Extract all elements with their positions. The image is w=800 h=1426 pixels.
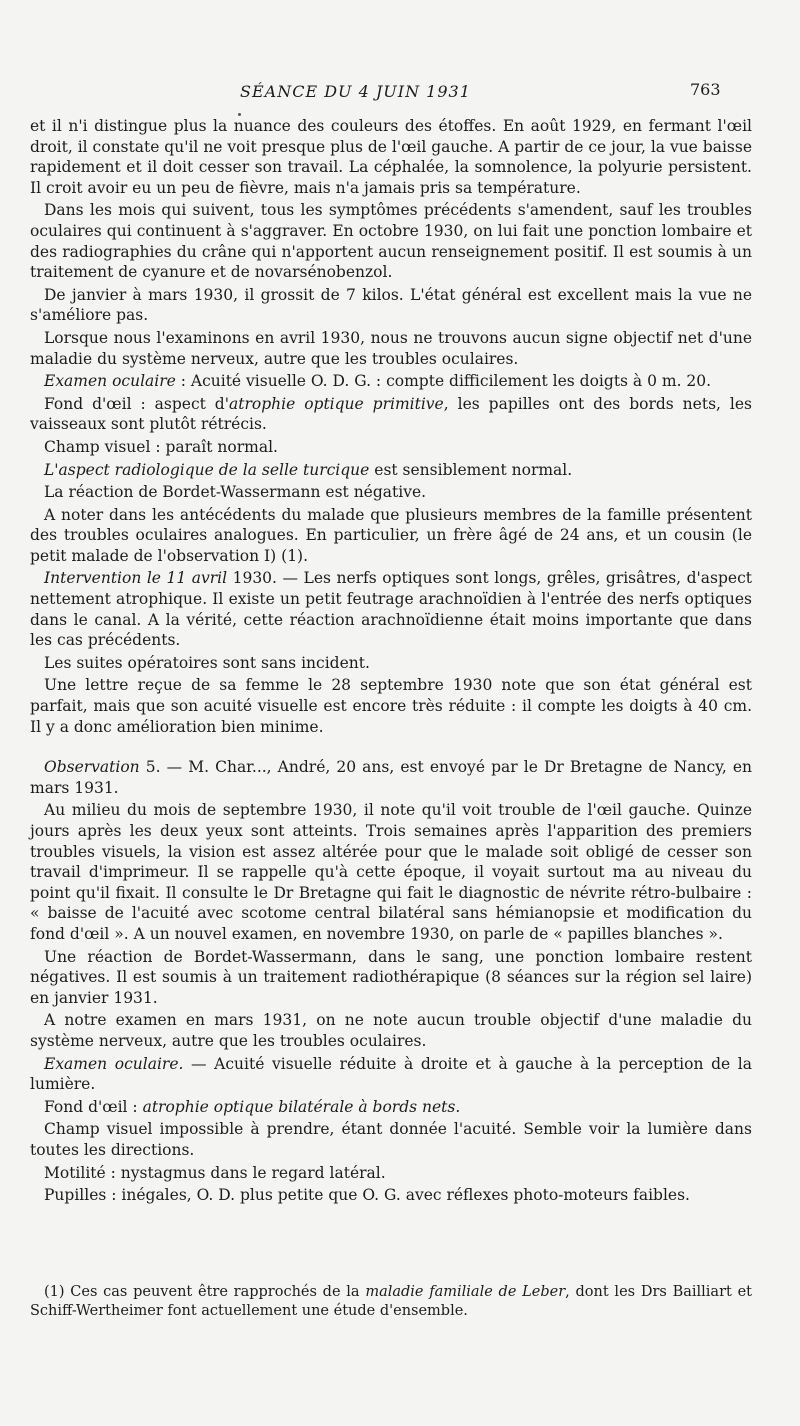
fond-oeil-diagnosis: atrophie optique primitive [229,394,444,413]
pupilles-paragraph: Pupilles : inégales, O. D. plus petite que O. G. avec réflexes photo-moteurs faibles. [44,1186,690,1205]
fond-oeil-post: , les papilles ont des bords nets, les vaisseaux sont plutôt rétrécis. [30,394,752,434]
running-head: SÉANCE DU 4 JUIN 1931 [240,82,471,101]
paragraph: Dans les mois qui suivent, tous les symptômes précédents s'amendent, sauf les troubles oculaires qui continuent à s'aggraver. En octobre 1930, on lui fait une ponction lombaire et des radiographies du crâne qui n'apportent aucun renseignement positif. Il est soumis à un traitement de cyanure et de novarsénobenzol. [30,201,752,282]
paragraph: Au milieu du mois de septembre 1930, il note qu'il voit trouble de l'œil gauche. Quinze jours après les deux yeux sont atteints. Trois semaines après l'apparition des premiers troubles visuels, la vision est assez altérée pour que le malade soit obligé de cesser son travail d'imprimeur. Il se rappelle qu'à cette époque, il voyait surtout ma au niveau du point qu'il fixait. Il consulte le Dr Bretagne qui fait le diagnostic de névrite rétro-bulbaire : « baisse de l'acuité avec scotome central bilatéral sans hémianopsie et modification du fond d'œil ». A un nouvel examen, en novembre 1930, on parle de « papilles blanches ». [30,801,752,943]
lettre-paragraph: Une lettre reçue de sa femme le 28 septembre 1930 note que son état général est parfait, mais que son acuité visuelle est encore très réduite : il compte les doigts à 40 cm. Il y a donc amélioration bien minime. [30,676,752,736]
footnote-disease: maladie familiale de Leber [365,1284,566,1300]
intervention-label: Intervention le 11 avril [44,569,228,588]
exam-oculaire-label: Examen oculaire [44,372,176,391]
paragraph: Lorsque nous l'examinons en avril 1930, nous ne trouvons aucun signe objectif net d'une maladie du système nerveux, autre que les troubles oculaires. [30,328,752,368]
fond-oeil-paragraph [30,1097,752,1118]
intervention-text: 1930. — Les nerfs optiques sont longs, grêles, grisâtres, d'aspect nettement atrophique. Il existe un petit feutrage arachnoïdien à l'entrée des nerfs optiques dans le canal. A la vérité, cette réaction arachnoïdienne était moins importante que dans les cas précédents. [30,569,752,650]
champ-visuel-paragraph: Champ visuel impossible à prendre, étant donnée l'acuité. Semble voir la lumière dans toutes les directions. [30,1120,752,1159]
footnote-text [30,1283,752,1321]
fond-oeil-diagnosis: atrophie optique bilatérale à bords nets. [142,1097,461,1116]
exam-oculaire-paragraph [30,1054,752,1095]
bordet-wassermann-paragraph: La réaction de Bordet-Wassermann est négative. [44,483,427,502]
exam-oculaire-paragraph [30,371,752,392]
intervention-paragraph [30,568,752,650]
page-header [0,82,800,108]
exam-oculaire-text: : Acuité visuelle O. D. G. : compte difficilement les doigts à 0 m. 20. [175,372,712,391]
selle-turcique-paragraph [30,460,752,481]
body-text [30,116,752,1208]
motilite-paragraph: Motilité : nystagmus dans le regard latéral. [44,1163,386,1182]
footnote-pre: (1) Ces cas peuvent être rapprochés de la [44,1284,366,1300]
suites-paragraph: Les suites opératoires sont sans incident. [44,653,370,672]
selle-turcique-label: L'aspect radiologique de la selle turcique [44,460,370,479]
paragraph: De janvier à mars 1930, il grossit de 7 kilos. L'état général est excellent mais la vue ne s'améliore pas. [30,285,752,325]
observation-label: Observation [44,758,140,777]
antecedents-paragraph: A noter dans les antécédents du malade que plusieurs membres de la famille présentent des troubles oculaires analogues. En particulier, un frère âgé de 24 ans, et un cousin (le petit malade de l'observation I) (1). [30,505,752,565]
champ-visuel-paragraph: Champ visuel : paraît normal. [44,437,278,456]
fond-oeil-pre: Fond d'œil : aspect d' [44,394,229,413]
paragraph: Une réaction de Bordet-Wassermann, dans le sang, une ponction lombaire restent négatives. Il est soumis à un traitement radiothérapique (8 séances sur la région sel laire) en janvier 1931. [30,947,752,1007]
observation-5-heading [30,757,752,798]
page-number: 763 [690,80,721,99]
fond-oeil-pre: Fond d'œil : [44,1097,143,1116]
selle-turcique-text: est sensiblement normal. [369,460,573,479]
exam-oculaire-text: — Acuité visuelle réduite à droite et à gauche à la perception de la lumière. [30,1054,752,1094]
footnote-post: , dont les Drs Bailliart et Schiff-Wertheimer font actuellement une étude d'ensemble. [30,1284,752,1319]
observation-text: 5. — M. Char..., André, 20 ans, est envoyé par le Dr Bretagne de Nancy, en mars 1931. [30,758,752,797]
fond-oeil-paragraph [30,394,752,435]
paragraph: A notre examen en mars 1931, on ne note aucun trouble objectif d'une maladie du système nerveux, autre que les troubles oculaires. [30,1011,752,1050]
footnote [30,1283,752,1321]
paragraph: et il n'i distingue plus la nuance des couleurs des étoffes. En août 1929, en fermant l'œil droit, il constate qu'il ne voit presque plus de l'œil gauche. A partir de ce jour, la vue baisse rapidement et il doit cesser son travail. La céphalée, la somnolence, la polyurie persistent. Il croit avoir eu un peu de fièvre, mais n'a jamais pris sa température. [30,117,752,197]
exam-oculaire-label: Examen oculaire. [44,1054,184,1073]
